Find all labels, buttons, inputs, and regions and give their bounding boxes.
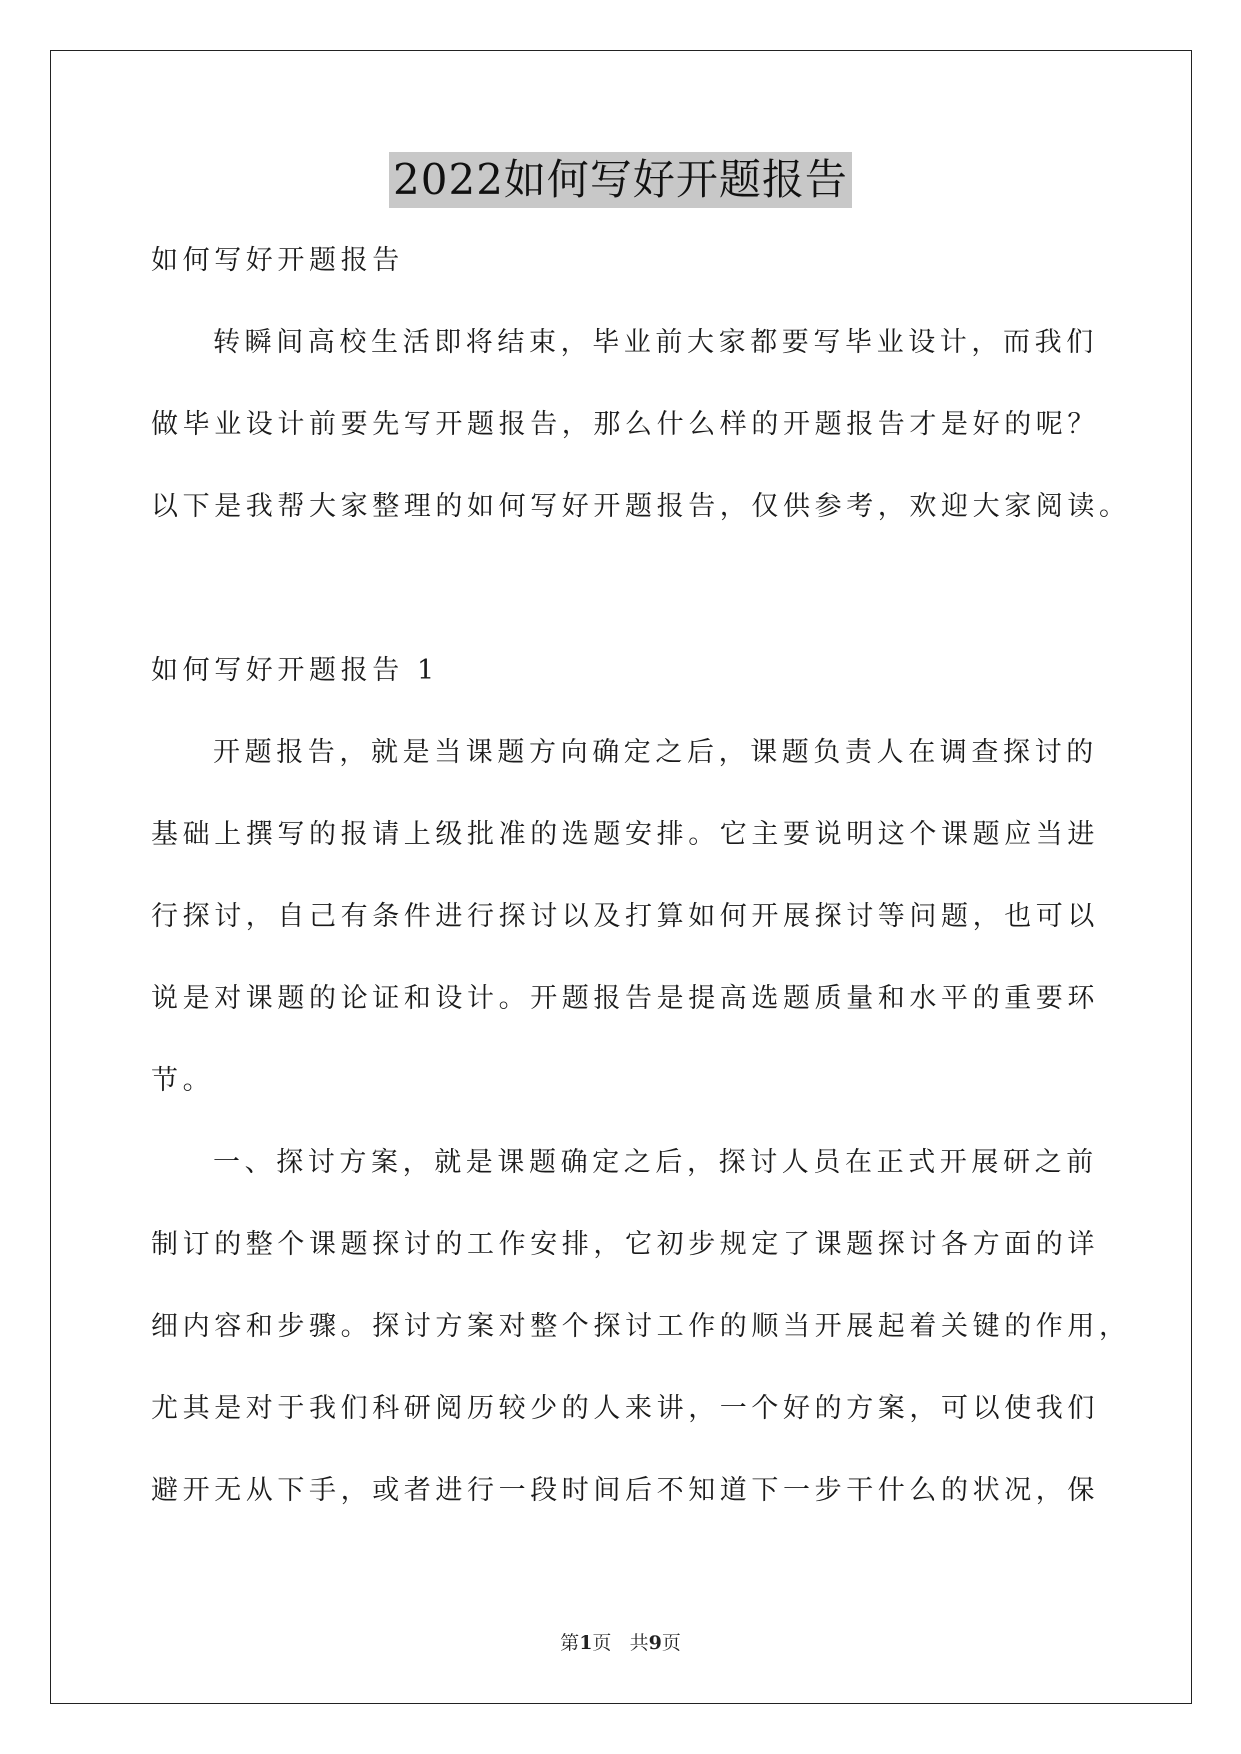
text-line: 基础上撰写的报请上级批准的选题安排。它主要说明这个课题应当进 [151,819,1099,850]
footer-prefix: 第 [560,1632,580,1654]
text-line: 制订的整个课题探讨的工作安排，它初步规定了课题探讨各方面的详 [151,1229,1099,1260]
page-footer [0,1628,1241,1655]
text-line: 如何写好开题报告 1 [151,655,439,686]
text-line: 节。 [151,1065,215,1096]
text-line: 行探讨，自己有条件进行探讨以及打算如何开展探讨等问题，也可以 [151,901,1099,932]
footer-page-number: 1 [579,1632,593,1654]
footer-page-suffix: 页 [592,1632,612,1654]
text-line: 说是对课题的论证和设计。开题报告是提高选题质量和水平的重要环 [151,983,1099,1014]
text-line: 开题报告，就是当课题方向确定之后，课题负责人在调查探讨的 [213,737,1098,768]
text-line: 转瞬间高校生活即将结束，毕业前大家都要写毕业设计，而我们 [213,327,1098,358]
title-wrap [0,152,1241,208]
text-line: 细内容和步骤。探讨方案对整个探讨工作的顺当开展起着关键的作用， [151,1311,1131,1342]
footer-total-pages: 9 [648,1632,662,1654]
page-title: 2022如何写好开题报告 [389,152,852,208]
footer-total-suffix: 页 [661,1632,681,1654]
text-line: 以下是我帮大家整理的如何写好开题报告，仅供参考，欢迎大家阅读。 [151,491,1131,522]
text-line: 尤其是对于我们科研阅历较少的人来讲，一个好的方案，可以使我们 [151,1393,1099,1424]
text-line: 避开无从下手，或者进行一段时间后不知道下一步干什么的状况，保 [151,1475,1099,1506]
text-line: 做毕业设计前要先写开题报告，那么什么样的开题报告才是好的呢？ [151,409,1099,440]
footer-total-prefix: 共 [629,1632,649,1654]
text-line: 一、探讨方案，就是课题确定之后，探讨人员在正式开展研之前 [213,1147,1098,1178]
text-line: 如何写好开题报告 [151,245,404,276]
document-body [151,235,1131,1547]
blank-line [151,563,1091,645]
